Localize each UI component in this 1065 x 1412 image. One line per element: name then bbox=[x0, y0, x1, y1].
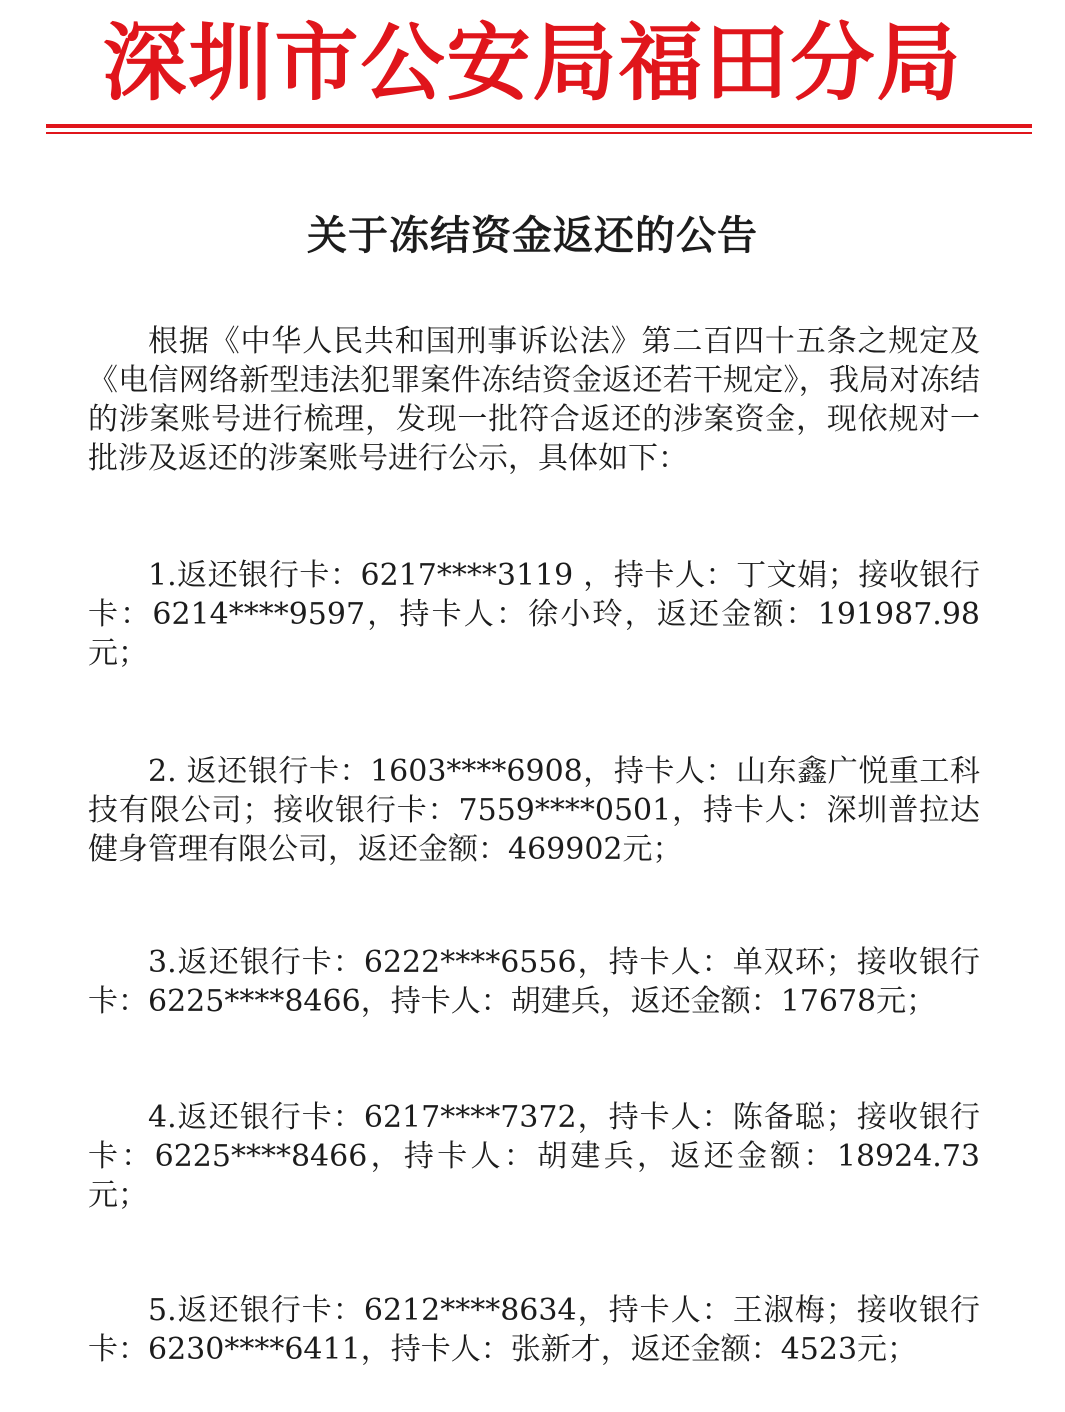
refund-item-4: 4.返还银行卡：6217****7372，持卡人：陈备聪；接收银行卡：6225****8466，持卡人：胡建兵，返还金额：18924.73元； bbox=[88, 1100, 980, 1213]
refund-item-3: 3.返还银行卡：6222****6556，持卡人：单双环；接收银行卡：6225****8466，持卡人：胡建兵，返还金额：17678元； bbox=[88, 945, 980, 1019]
notice-title: 关于冻结资金返还的公告 bbox=[307, 212, 758, 259]
refund-item-5: 5.返还银行卡：6212****8634，持卡人：王淑梅；接收银行卡：6230****6411，持卡人：张新才，返还金额：4523元； bbox=[88, 1293, 980, 1367]
letterhead-rule-thin bbox=[46, 132, 1032, 134]
intro-paragraph: 根据《中华人民共和国刑事诉讼法》第二百四十五条之规定及《电信网络新型违法犯罪案件冻结资金返还若干规定》，我局对冻结的涉案账号进行梳理，发现一批符合返还的涉案资金，现依规对一批涉及返还的涉案账号进行公示，具体如下： bbox=[88, 324, 980, 476]
letterhead-rule-thick bbox=[46, 124, 1032, 128]
refund-item-2: 2. 返还银行卡：1603****6908，持卡人：山东鑫广悦重工科技有限公司；接收银行卡：7559****0501，持卡人：深圳普拉达健身管理有限公司，返还金额：469902元； bbox=[88, 754, 980, 867]
refund-item-1: 1.返还银行卡：6217****3119 ，持卡人：丁文娟；接收银行卡：6214****9597，持卡人：徐小玲，返还金额：191987.98元； bbox=[88, 558, 980, 671]
letterhead-org-name: 深圳市公安局福田分局 bbox=[102, 13, 963, 112]
